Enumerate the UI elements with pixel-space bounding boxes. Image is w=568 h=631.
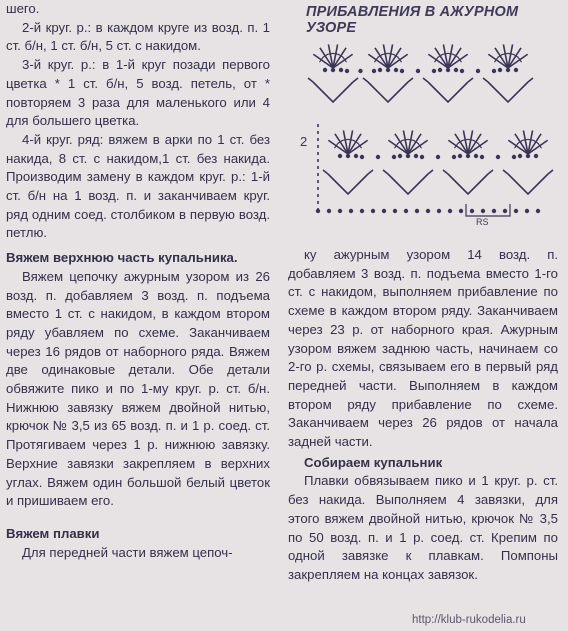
chain-dot <box>518 154 522 158</box>
chain-dot <box>414 154 418 158</box>
stitch-mark <box>408 78 413 82</box>
chain-dot <box>432 69 436 73</box>
chain-dot <box>446 68 450 72</box>
chain-dot <box>415 209 419 213</box>
chain-dot <box>514 68 518 72</box>
chain-dot <box>331 68 335 72</box>
stitch-mark <box>308 78 313 82</box>
stitch-mark <box>508 174 548 194</box>
stitch-mark <box>468 78 473 82</box>
row-label: 2 <box>300 134 308 149</box>
stitch-mark <box>363 78 368 82</box>
stitch-mark <box>508 53 514 54</box>
stitch-mark <box>368 170 373 174</box>
stitch-mark <box>428 170 433 174</box>
chain-dot <box>437 209 441 213</box>
chain-dot <box>492 209 496 213</box>
chain-dot <box>393 209 397 213</box>
chain-dot <box>372 69 376 73</box>
stitch-mark <box>548 170 553 174</box>
stitch-mark <box>468 139 474 140</box>
stitch-mark <box>528 139 534 140</box>
section-heading: Вяжем плавки <box>6 525 100 541</box>
text-paragraph: Для передней части вяжем цепоч- <box>22 544 233 560</box>
stitch-mark <box>423 78 428 82</box>
stitch-mark <box>488 170 493 174</box>
chain-dot <box>458 154 462 158</box>
chain-dot <box>481 209 485 213</box>
chain-dot <box>525 209 529 213</box>
text-paragraph: Плавки обвязываем пико и 1 круг. р. ст. без накида. Выполняем 4 завязки, для этого вяжем двойной нитью, крючок № 3,5 по 50 возд. п. и 1 р. соед. ст. Крепим по одной завязке к плавкам. Помпоны закрепляем на концах завязок. <box>288 473 558 582</box>
stitch-mark <box>327 53 333 54</box>
text-paragraph: ку ажурным узором 14 возд. п. добавляем 3 возд. п. подъема вместо 1-го ст. с накидом, выполняем прибавление по схеме в каждом втором ряду. Заканчиваем через 23 р. от наборного края. Ажурным узором вяжем заднюю часть, начинаем со 2-го р. схемы, связываем его в первый ряд передней части. Выполняем в каждом втором ряду прибавление по схеме. Заканчиваем через 26 рядов от начала задней части. <box>288 247 558 450</box>
diagram-title: ПРИБАВЛЕНИЯ В АЖУРНОМ УЗОРЕ <box>306 4 519 36</box>
chain-dot <box>406 154 410 158</box>
stitch-mark <box>428 82 468 102</box>
stitch-mark <box>503 170 508 174</box>
stitch-mark <box>342 139 348 140</box>
chain-dot <box>426 209 430 213</box>
section-heading: Вяжем верхнюю часть купальника. <box>6 250 238 266</box>
chain-dot <box>360 155 364 159</box>
stitch-mark <box>442 53 448 54</box>
stitch-mark <box>388 53 394 54</box>
chain-dot <box>452 155 456 159</box>
chain-dot <box>346 154 350 158</box>
stitch-mark <box>528 78 533 82</box>
chain-dot <box>338 154 342 158</box>
chain-dot <box>394 68 398 72</box>
chain-dot <box>438 68 442 72</box>
chain-dot <box>371 209 375 213</box>
right-column <box>288 246 558 585</box>
stitch-mark <box>333 53 339 54</box>
text-paragraph: Вяжем цепочку ажурным узором из 26 возд. п. добавляем 3 возд. п. подъема вместо 1 ст. с накидом, в каждом втором ряду убавляем по схеме. Заканчиваем через 16 рядов от наборного ряда. Вяжем две одинаковые детали. Обе детали обвяжите пико и по 1-му круг. р. ст. б/н. Нижнюю завязку вяжем двойной нитью, крючок № 3,5 из 65 возд. п. и 1 р. соед. ст. Протягиваем через 1 р. нижнюю завязку. Верхние завязки закрепляем в верхних углах. Вяжем один большой белый цветок и пришиваем его. <box>6 268 270 509</box>
stitch-mark <box>502 53 508 54</box>
chain-dot <box>349 209 353 213</box>
chain-dot <box>404 209 408 213</box>
chain-dot <box>323 68 327 72</box>
chain-dot <box>526 154 530 158</box>
stitch-mark <box>448 53 454 54</box>
chain-dot <box>454 68 458 72</box>
text-paragraph: 3-й круг. р.: в 1-й круг позади первого цветка * 1 ст. б/н, 5 возд. петель, от * повторяем 3 раза для маленького или 4 для большего цветка. <box>6 57 270 129</box>
chain-dot <box>506 68 510 72</box>
crochet-diagram <box>288 24 556 239</box>
chain-dot <box>327 209 331 213</box>
chain-dot <box>420 155 424 159</box>
stitch-mark <box>348 139 354 140</box>
stitch-mark <box>313 82 353 102</box>
chain-dot <box>459 209 463 213</box>
chain-dot <box>496 155 500 159</box>
watermark: http://klub-rukodelia.ru <box>412 614 526 626</box>
chain-dot <box>514 209 518 213</box>
chain-dot <box>512 155 516 159</box>
chain-dot <box>448 209 452 213</box>
chain-dot <box>386 68 390 72</box>
stitch-mark <box>368 82 408 102</box>
stitch-mark <box>388 174 428 194</box>
text-paragraph: шего. <box>6 1 40 16</box>
chain-dot <box>338 209 342 213</box>
stitch-mark <box>483 78 488 82</box>
chain-dot <box>358 69 362 73</box>
text-paragraph: 4-й круг. ряд: вяжем в арки по 1 ст. без накида, 8 ст. с накидом,1 ст. без накида. Производим замену в каждом круг. р.: 1-й ст. б/н на 1 возд. п. и заканчиваем круг. ряд одним соед. столбиком в первую возд. петлю. <box>6 131 270 241</box>
stitch-mark <box>353 78 358 82</box>
chain-dot <box>378 68 382 72</box>
stitch-mark <box>448 174 488 194</box>
chain-dot <box>536 209 540 213</box>
chain-dot <box>382 209 386 213</box>
chain-dot <box>392 155 396 159</box>
chain-dot <box>460 69 464 73</box>
stitch-mark <box>402 139 408 140</box>
stitch-mark <box>488 82 528 102</box>
chain-dot <box>436 155 440 159</box>
stitch-mark <box>522 139 528 140</box>
chain-dot <box>476 69 480 73</box>
chain-dot <box>345 69 349 73</box>
chain-dot <box>503 209 507 213</box>
stitch-mark <box>443 170 448 174</box>
chain-dot <box>416 69 420 73</box>
stitch-mark <box>462 139 468 140</box>
chain-dot <box>480 155 484 159</box>
chain-dot <box>339 68 343 72</box>
chain-dot <box>376 155 380 159</box>
stitch-mark <box>328 174 368 194</box>
chain-dot <box>534 154 538 158</box>
chain-dot <box>354 154 358 158</box>
chain-dot <box>470 209 474 213</box>
rs-label: RS <box>476 217 489 227</box>
stitch-mark <box>408 139 414 140</box>
stitch-mark <box>382 53 388 54</box>
chain-dot <box>474 154 478 158</box>
chain-dot <box>498 68 502 72</box>
stitch-mark <box>323 170 328 174</box>
chain-dot <box>398 154 402 158</box>
chain-dot <box>400 69 404 73</box>
text-paragraph: 2-й круг. р.: в каждом круге из возд. п. 1 ст. б/н, 1 ст. б/н, 5 ст. с накидом. <box>6 19 270 54</box>
chain-dot <box>466 154 470 158</box>
chain-dot <box>360 209 364 213</box>
section-heading: Собираем купальник <box>304 454 443 470</box>
chain-dot <box>492 69 496 73</box>
stitch-mark <box>383 170 388 174</box>
left-column <box>6 0 270 562</box>
